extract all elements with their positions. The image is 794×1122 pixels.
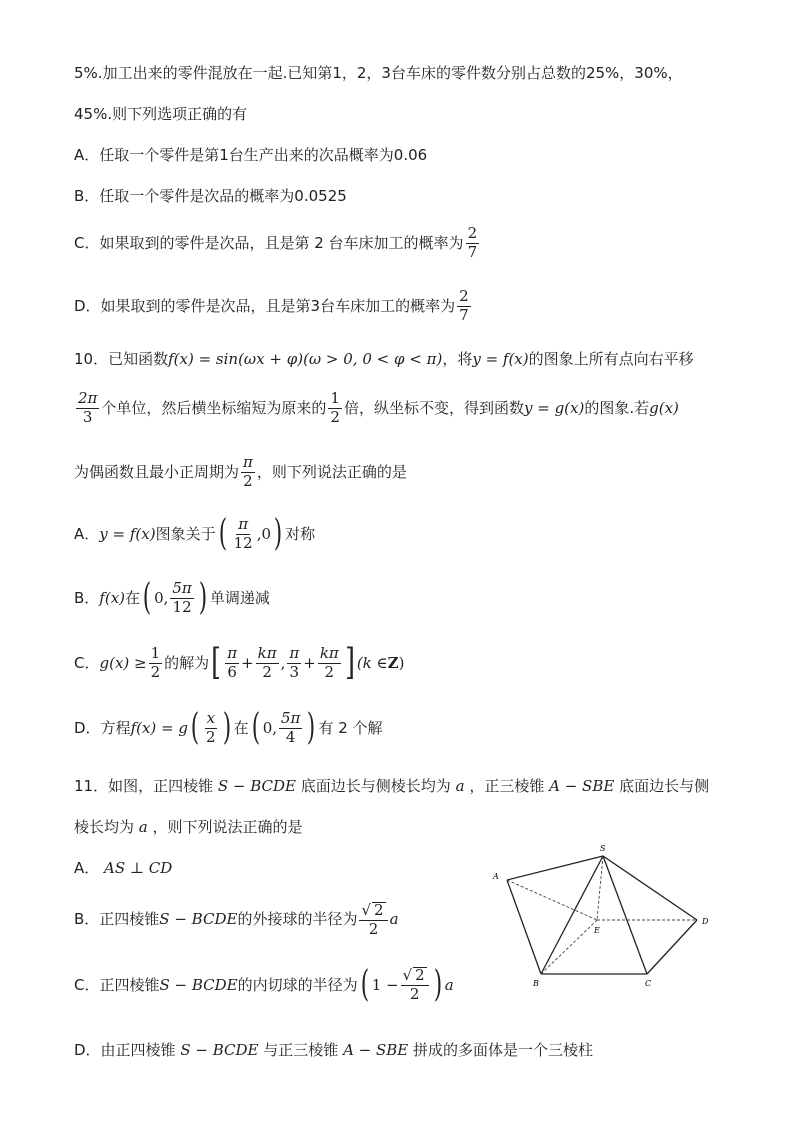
edge-S-C (603, 856, 647, 974)
frac-num: 1 (330, 389, 340, 407)
comma: , (280, 653, 286, 672)
frac-den: 12 (233, 533, 253, 552)
sqrt-radicand: 2 (374, 901, 384, 919)
left-paren: ( (218, 513, 227, 554)
q9-line1: 5%.加工出来的零件混放在一起.已知第1，2，3台车床的零件数分别占总数的25%，30%， (74, 64, 683, 82)
fraction: $\frac{√ 2}{2}$ (401, 967, 429, 1003)
text: 底面边长与侧 (619, 777, 710, 795)
fraction (256, 643, 279, 681)
q9-option-a: A．任取一个零件是第1台生产出来的次品概率为0.06 (74, 146, 428, 164)
frac-num: π (243, 453, 253, 471)
q10-option-a (74, 513, 316, 554)
q10-line2c: 的图象.若 (584, 398, 650, 417)
q10-line3 (74, 455, 407, 490)
frac-den: 2 (409, 985, 420, 1003)
left-paren: ( (190, 707, 200, 748)
q10-line3a: 为偶函数且最小正周期为 (74, 462, 240, 481)
frac-num: 1 (150, 643, 161, 662)
math: A − SBE (549, 777, 615, 795)
frac-den: 2 (262, 662, 272, 681)
q9-option-d (74, 289, 473, 324)
edge-B-E (541, 920, 597, 974)
q11-option-b (74, 902, 399, 938)
math: S − BCDE (159, 975, 238, 994)
q9-option-d-fraction (457, 289, 471, 324)
right-paren: ) (198, 577, 208, 618)
q10-line1 (74, 352, 694, 367)
label-C: C (645, 979, 652, 988)
edge-A-B (507, 880, 541, 974)
text: D．由正四棱锥 (74, 1041, 176, 1059)
frac-num: 2 (467, 224, 478, 242)
q10-option-b (74, 577, 270, 618)
label-S: S (600, 844, 606, 853)
frac-num: π (238, 514, 249, 533)
label-B: B (533, 979, 539, 988)
text: 在 (125, 588, 141, 607)
math: A − SBE (343, 1041, 409, 1059)
right-paren: ) (307, 707, 316, 748)
frac-num: kπ (319, 643, 339, 662)
text: 拼成的多面体是一个三棱柱 (413, 1041, 594, 1059)
option-label: B． (74, 588, 100, 607)
left-paren: ( (360, 964, 369, 1005)
math: S − BCDE (159, 910, 238, 929)
text: ，则下列说法正确的是 (152, 818, 303, 836)
text: 单调递减 (209, 588, 270, 607)
q9-option-c-fraction (466, 226, 480, 261)
math: S − BCDE (217, 777, 297, 795)
math: a (389, 910, 399, 929)
math: (k ∈ (356, 653, 388, 672)
text: C．正四棱锥 (74, 975, 160, 994)
math: 0, (154, 588, 169, 607)
fraction (170, 578, 193, 616)
text: 对称 (285, 524, 316, 543)
edge-A-E (507, 880, 597, 920)
frac-den: 7 (459, 305, 469, 324)
left-paren: ( (251, 707, 260, 748)
math: ,0 (256, 524, 272, 543)
q10-line2b: 倍，纵坐标不变，得到函数 (343, 398, 524, 417)
q11-option-d (74, 1043, 593, 1058)
q11-option-a (74, 861, 172, 876)
q10-line2a: 个单位，然后横坐标缩短为原来的 (101, 398, 327, 417)
frac-den: 2 (330, 407, 340, 426)
q10-function: f(x) = sin(ωx + φ)(ω > 0, 0 < φ < π) (168, 350, 443, 368)
math: f(x) = g (130, 718, 188, 737)
frac-den: 2 (243, 471, 253, 490)
option-label: D．方程 (74, 718, 131, 737)
frac-den: 3 (289, 662, 300, 681)
pyramid-figure (485, 838, 725, 990)
label-A: A (493, 872, 499, 881)
fraction (225, 643, 239, 681)
plus: + (303, 653, 316, 672)
text: 棱长均为 (74, 818, 135, 836)
q10-lead: 10．已知函数 (74, 350, 169, 368)
frac-den: 2 (206, 727, 216, 746)
text: 的内切球的半径为 (237, 975, 358, 994)
text: B．正四棱锥 (74, 910, 160, 929)
frac-num: 2π (78, 389, 98, 407)
fraction (149, 643, 163, 681)
frac-den: 2 (150, 662, 161, 681)
math: 0, (262, 718, 277, 737)
math: ) (398, 653, 405, 672)
math: g(x) ≥ (99, 653, 147, 672)
frac-den: 12 (172, 597, 192, 616)
label-D: D (702, 917, 709, 926)
q9-option-d-text: D．如果取到的零件是次品，且是第3台车床加工的概率为 (74, 296, 456, 315)
q9-option-b: B．任取一个零件是次品的概率为0.0525 (74, 187, 347, 205)
fraction (287, 643, 301, 681)
right-paren: ) (273, 513, 283, 554)
q10-option-d (74, 707, 383, 748)
q10-option-c (74, 642, 405, 683)
fraction (232, 514, 255, 552)
q10-line2 (74, 391, 679, 426)
math-Z: Z (387, 653, 399, 672)
q10-gx: g(x) (649, 398, 679, 417)
q10-line3b: ，则下列说法正确的是 (256, 462, 407, 481)
q9-line2: 45%.则下列选项正确的有 (74, 105, 248, 123)
frac-num: 2 (459, 287, 469, 305)
frac-num: π (227, 643, 238, 662)
right-bracket: ] (344, 642, 355, 683)
text: ，正三棱锥 (469, 777, 545, 795)
frac-den: 6 (227, 662, 237, 681)
text: 的外接球的半径为 (237, 910, 358, 929)
q11-line1 (74, 779, 709, 794)
left-bracket: [ (211, 642, 222, 683)
text: 的解为 (164, 653, 210, 672)
q9-option-c-text: C．如果取到的零件是次品，且是第 2 台车床加工的概率为 (74, 233, 464, 252)
q10-half-fraction (328, 391, 342, 426)
q10-lead3: 的图象上所有点向右平移 (528, 350, 694, 368)
text: 有 2 个解 (318, 718, 383, 737)
frac-num: π (289, 643, 300, 662)
option-label: A． (74, 524, 100, 543)
right-paren: ) (433, 964, 442, 1005)
q10-y-eq: y = f(x) (472, 350, 529, 368)
edge-S-A (507, 856, 603, 880)
edge-S-D (603, 856, 697, 920)
math: 1 − (371, 975, 399, 994)
q10-shift-fraction (76, 391, 99, 426)
option-label: A． (74, 859, 100, 877)
frac-num: 5π (281, 708, 301, 727)
fraction: $\frac{√ 2}{2}$ (359, 902, 387, 938)
sqrt-radicand: 2 (415, 966, 425, 985)
frac-den: 7 (467, 242, 478, 261)
math: a (138, 818, 148, 836)
q10-y-g: y = g(x) (523, 398, 585, 417)
math: S − BCDE (180, 1041, 259, 1059)
plus: + (241, 653, 254, 672)
label-E: E (594, 926, 600, 935)
math: AS ⊥ CD (104, 859, 173, 877)
math: y = f(x) (99, 524, 156, 543)
text: 底面边长与侧棱长均为 (300, 777, 451, 795)
frac-num: kπ (257, 643, 277, 662)
frac-den: 4 (285, 727, 296, 746)
frac-den: 2 (368, 919, 379, 938)
q11-option-c (74, 964, 454, 1005)
frac-num: x (206, 708, 216, 727)
math: f(x) (99, 588, 126, 607)
math: a (455, 777, 465, 795)
fraction (318, 643, 341, 681)
frac-den: 2 (324, 662, 335, 681)
q9-option-c (74, 226, 481, 261)
right-paren: ) (222, 707, 231, 748)
text: 11．如图，正四棱锥 (74, 777, 214, 795)
fraction (279, 708, 302, 746)
q11-line2 (74, 820, 303, 835)
text: 在 (233, 718, 249, 737)
q10-lead2: ，将 (442, 350, 473, 368)
text: 与正三棱锥 (263, 1041, 339, 1059)
math: a (444, 975, 454, 994)
frac-num: 5π (172, 578, 192, 597)
left-paren: ( (142, 577, 152, 618)
q10-period-fraction (241, 455, 255, 490)
text: 图象关于 (155, 524, 216, 543)
edge-C-D (647, 920, 697, 974)
frac-den: 3 (82, 407, 93, 426)
option-label: C． (74, 653, 100, 672)
edge-S-B (541, 856, 603, 974)
fraction (204, 708, 218, 746)
